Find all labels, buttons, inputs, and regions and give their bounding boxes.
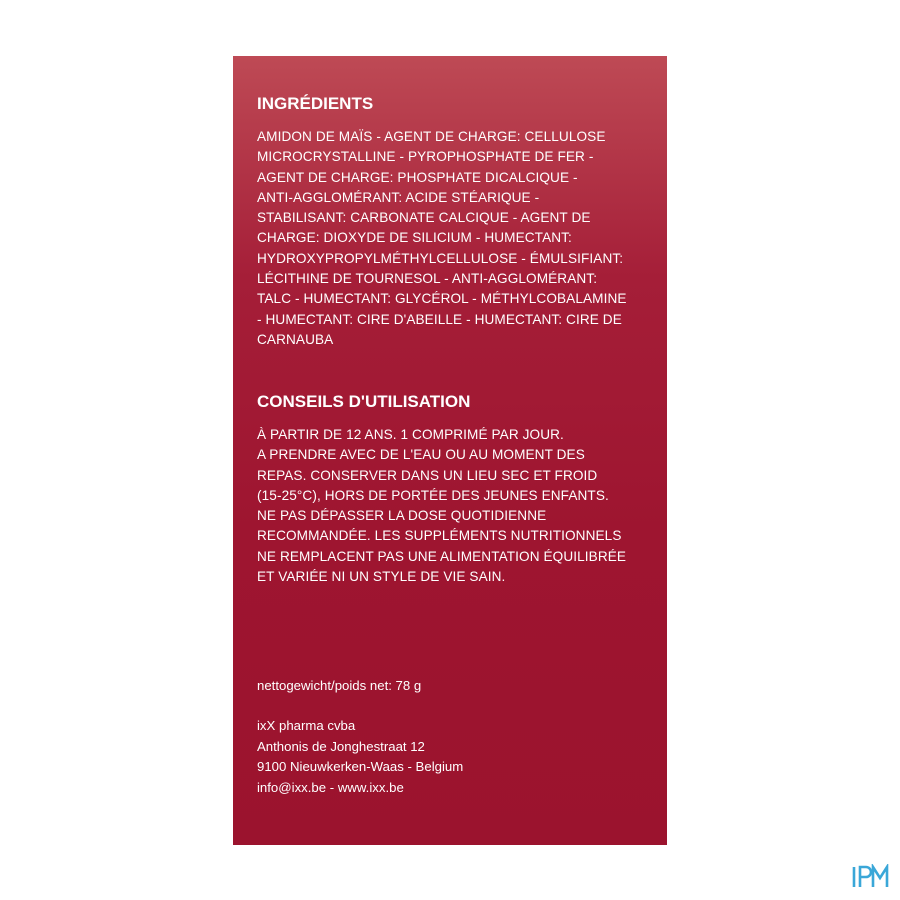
net-weight: nettogewicht/poids net: 78 g [257, 678, 422, 693]
company-contact: info@ixx.be - www.ixx.be [257, 779, 404, 795]
usage-advice-text [257, 425, 657, 587]
company-street: Anthonis de Jonghestraat 12 [257, 738, 425, 754]
ingredients-line: TALC - HUMECTANT: GLYCÉROL - MÉTHYLCOBALAMINE [257, 291, 627, 307]
ingredients-line: MICROCRYSTALLINE - PYROPHOSPHATE DE FER - [257, 149, 594, 165]
ingredients-text [257, 127, 657, 350]
company-address [257, 716, 463, 798]
ingredients-line: AGENT DE CHARGE: PHOSPHATE DICALCIQUE - [257, 169, 578, 185]
ingredients-line: - HUMECTANT: CIRE D'ABEILLE - HUMECTANT: CIRE DE [257, 311, 622, 327]
ingredients-line: AMIDON DE MAÏS - AGENT DE CHARGE: CELLULOSE [257, 129, 606, 144]
usage-advice-line: A PRENDRE AVEC DE L'EAU OU AU MOMENT DES [257, 447, 585, 463]
usage-advice-line: NE PAS DÉPASSER LA DOSE QUOTIDIENNE [257, 508, 547, 524]
usage-advice-line: RECOMMANDÉE. LES SUPPLÉMENTS NUTRITIONNELS [257, 528, 622, 544]
usage-advice-title: CONSEILS D'UTILISATION [257, 392, 471, 411]
company-city: 9100 Nieuwkerken-Waas - Belgium [257, 759, 464, 774]
ingredients-line: STABILISANT: CARBONATE CALCIQUE - AGENT DE [257, 210, 591, 226]
company-name: ixX pharma cvba [257, 718, 356, 733]
ingredients-line: ANTI-AGGLOMÉRANT: ACIDE STÉARIQUE - [257, 189, 540, 205]
ingredients-title: INGRÉDIENTS [257, 94, 374, 113]
usage-advice-line: NE REMPLACENT PAS UNE ALIMENTATION ÉQUILIBRÉE [257, 548, 627, 564]
ingredients-line: HYDROXYPROPYLMÉTHYLCELLULOSE - ÉMULSIFIANT: [257, 250, 624, 266]
usage-advice-line: ET VARIÉE NI UN STYLE DE VIE SAIN. [257, 569, 506, 585]
ingredients-line: CARNAUBA [257, 331, 334, 347]
product-label-panel [233, 56, 667, 845]
usage-advice-line: À PARTIR DE 12 ANS. 1 COMPRIMÉ PAR JOUR. [257, 427, 564, 442]
ipm-logo [851, 864, 891, 890]
ingredients-line: CHARGE: DIOXYDE DE SILICIUM - HUMECTANT: [257, 230, 572, 246]
usage-advice-line: REPAS. CONSERVER DANS UN LIEU SEC ET FROID [257, 467, 598, 483]
ingredients-line: LÉCITHINE DE TOURNESOL - ANTI-AGGLOMÉRANT: [257, 271, 598, 287]
usage-advice-line: (15-25°C), HORS DE PORTÉE DES JEUNES ENFANTS. [257, 487, 609, 503]
